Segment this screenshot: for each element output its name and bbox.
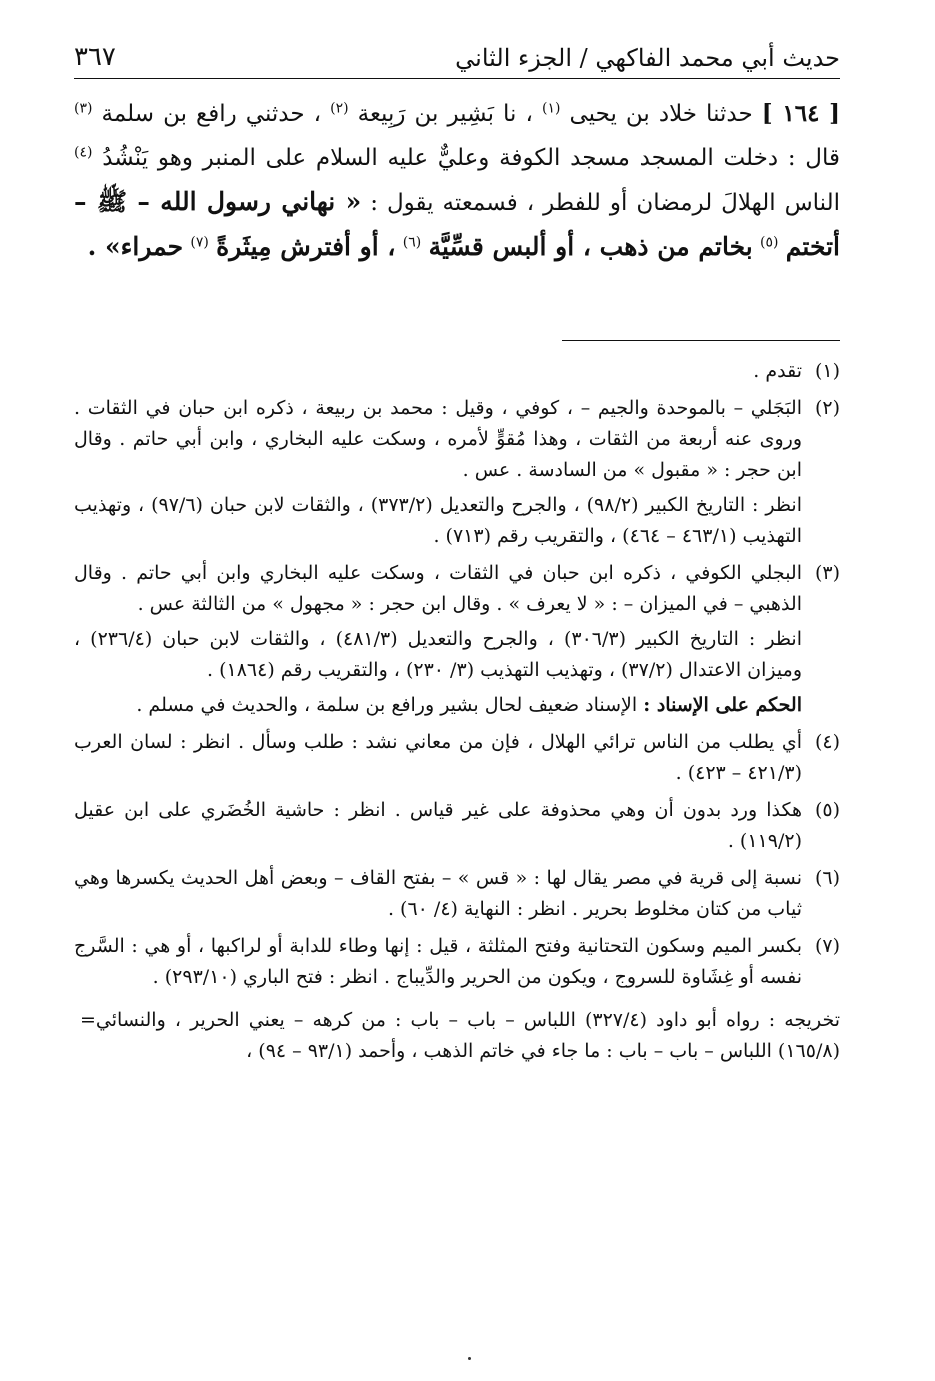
footnote-4 bbox=[74, 727, 840, 793]
header-rule bbox=[74, 78, 840, 79]
footnote-number: (٤) bbox=[814, 731, 840, 753]
footnote-text: تقدم . bbox=[753, 360, 802, 382]
footnote-number: (٧) bbox=[814, 935, 840, 957]
isnad-part-2: ، نا بَشِير بن رَبِيعة bbox=[357, 101, 533, 127]
footnote-text: نسبة إلى قرية في مصر يقال لها : « قس » – بفتح القاف – وبعض أهل الحديث يكسرها وهي ثياب من كتان مخلوط بحرير . انظر : النهاية (٤/ ٦٠) . bbox=[74, 867, 802, 920]
footnote-separator bbox=[562, 340, 840, 341]
footnote-ref-6: (٦) bbox=[402, 234, 422, 251]
footnote-body bbox=[74, 393, 802, 556]
footnote-text: بكسر الميم وسكون التحتانية وفتح المثلثة ، قيل : إنها وطاء للدابة أو لراكبها ، أو هي : السَّرج نفسه أو غِشَاوة للسروج ، ويكون من الحرير والدِّيباج . انظر : فتح الباري (٢٩٣/١٠) . bbox=[74, 935, 802, 988]
hadith-number: [ ١٦٤ ] bbox=[761, 100, 841, 127]
footnote-references: انظر : التاريخ الكبير (٩٨/٢) ، والجرح والتعديل (٣٧٣/٢) ، والثقات لابن حبان (٩٧/٦) ، وتهذيب التهذيب (٤٦٣/١ – ٤٦٤) ، والتقريب رقم (٧١٣) . bbox=[74, 494, 802, 547]
footnote-number: (٦) bbox=[814, 867, 840, 889]
footnote-ref-7: (٧) bbox=[190, 234, 209, 251]
isnad-part-3: ، حدثني رافع بن سلمة bbox=[101, 101, 322, 127]
hadith-text bbox=[74, 92, 840, 270]
footnote-number: (١) bbox=[814, 360, 840, 382]
footnote-text: هكذا ورد بدون أن وهي محذوفة على غير قياس . انظر : حاشية الخُضَري على ابن عقيل (١١٩/٢) . bbox=[74, 799, 802, 852]
footnote-ref-3: (٣) bbox=[74, 100, 93, 117]
quote-part-2: بخاتم من ذهب ، أو ألبس قسِّيَّة bbox=[428, 232, 753, 261]
scan-speck bbox=[468, 1357, 471, 1360]
takhrij-note bbox=[74, 1005, 840, 1067]
hadith-paragraph bbox=[74, 92, 840, 270]
quote-part-3: ، أو أفترش مِيثَرةً bbox=[216, 232, 396, 261]
footnote-body bbox=[74, 558, 802, 725]
matn-part-2: الناس الهلالَ لرمضان أو للفطر ، فسمعته يقول : bbox=[370, 190, 841, 216]
footnote-6 bbox=[74, 863, 840, 929]
footnote-text: أي يطلب من الناس ترائي الهلال ، فإن من معاني نشد : طلب وسأل . انظر : لسان العرب (٤٢١/٣ – ٤٢٣) . bbox=[74, 731, 802, 784]
footnote-body bbox=[74, 727, 802, 793]
footnote-ref-2: (٢) bbox=[330, 100, 349, 117]
footnote-references: انظر : التاريخ الكبير (٣٠٦/٣) ، والجرح والتعديل (٤٨١/٣) ، والثقات لابن حبان (٢٣٦/٤) ، وميزان الاعتدال (٣٧/٢) ، وتهذيب التهذيب (٣/ ٢٣٠) ، والتقريب رقم (١٨٦٤) . bbox=[74, 628, 802, 681]
footnote-ref-4: (٤) bbox=[74, 144, 93, 161]
ruling-label: الحكم على الإسناد : bbox=[643, 694, 802, 716]
footnote-body bbox=[74, 863, 802, 929]
matn-part-1: قال : دخلت المسجد مسجد الكوفة وعليٌّ عليه السلام على المنبر وهو يَنْشُدُ bbox=[102, 145, 840, 171]
isnad-part-1: حدثنا خلاد بن يحيى bbox=[569, 101, 753, 127]
footnote-number: (٣) bbox=[814, 562, 840, 584]
footnote-5 bbox=[74, 795, 840, 861]
footnotes bbox=[74, 356, 840, 1067]
footnote-number: (٥) bbox=[814, 799, 840, 821]
quote-part-1: « نهاني رسول الله – ﷺ – أتختم bbox=[74, 187, 840, 261]
footnote-7 bbox=[74, 931, 840, 997]
footnote-ref-5: (٥) bbox=[759, 234, 779, 251]
footnote-1 bbox=[74, 356, 840, 391]
ruling-text: الإسناد ضعيف لحال بشير ورافع بن سلمة ، والحديث في مسلم . bbox=[136, 694, 638, 716]
quote-part-4: حمراء» . bbox=[87, 232, 184, 261]
continuation-mark: = bbox=[80, 1009, 96, 1031]
isnad-ruling bbox=[74, 690, 802, 721]
footnote-ref-1: (١) bbox=[541, 100, 561, 117]
footnote-3 bbox=[74, 558, 840, 725]
footnote-2 bbox=[74, 393, 840, 556]
page-header bbox=[74, 36, 840, 72]
page-number: ٣٦٧ bbox=[74, 42, 116, 72]
footnote-body bbox=[74, 931, 802, 997]
takhrij-text: تخريجه : رواه أبو داود (٣٢٧/٤) اللباس – باب – باب : من كرهه – يعني الحرير ، والنسائي (١٦٥/٨) اللباس – باب – باب : ما جاء في خاتم الذهب ، وأحمد (٩٣/١ – ٩٤) ، bbox=[95, 1009, 840, 1062]
footnote-body bbox=[74, 356, 802, 391]
footnote-text: البَجَلي – بالموحدة والجيم – ، كوفي ، وقيل : محمد بن ربيعة ، ذكره ابن حبان في الثقات . وروى عنه أربعة من الثقات ، وهذا مُقوٍّ لأمره ، وسكت عليه البخاري ، وابن أبي حاتم . وقال ابن حجر : « مقبول » من السادسة . عس . bbox=[74, 397, 802, 481]
footnote-number: (٢) bbox=[814, 397, 840, 419]
footnote-body bbox=[74, 795, 802, 861]
running-title: حديث أبي محمد الفاكهي / الجزء الثاني bbox=[455, 44, 840, 72]
footnote-text: البجلي الكوفي ، ذكره ابن حبان في الثقات ، وسكت عليه البخاري وابن أبي حاتم . وقال الذهبي – في الميزان – : « لا يعرف » . وقال ابن حجر : « مجهول » من الثالثة عس . bbox=[74, 562, 802, 615]
